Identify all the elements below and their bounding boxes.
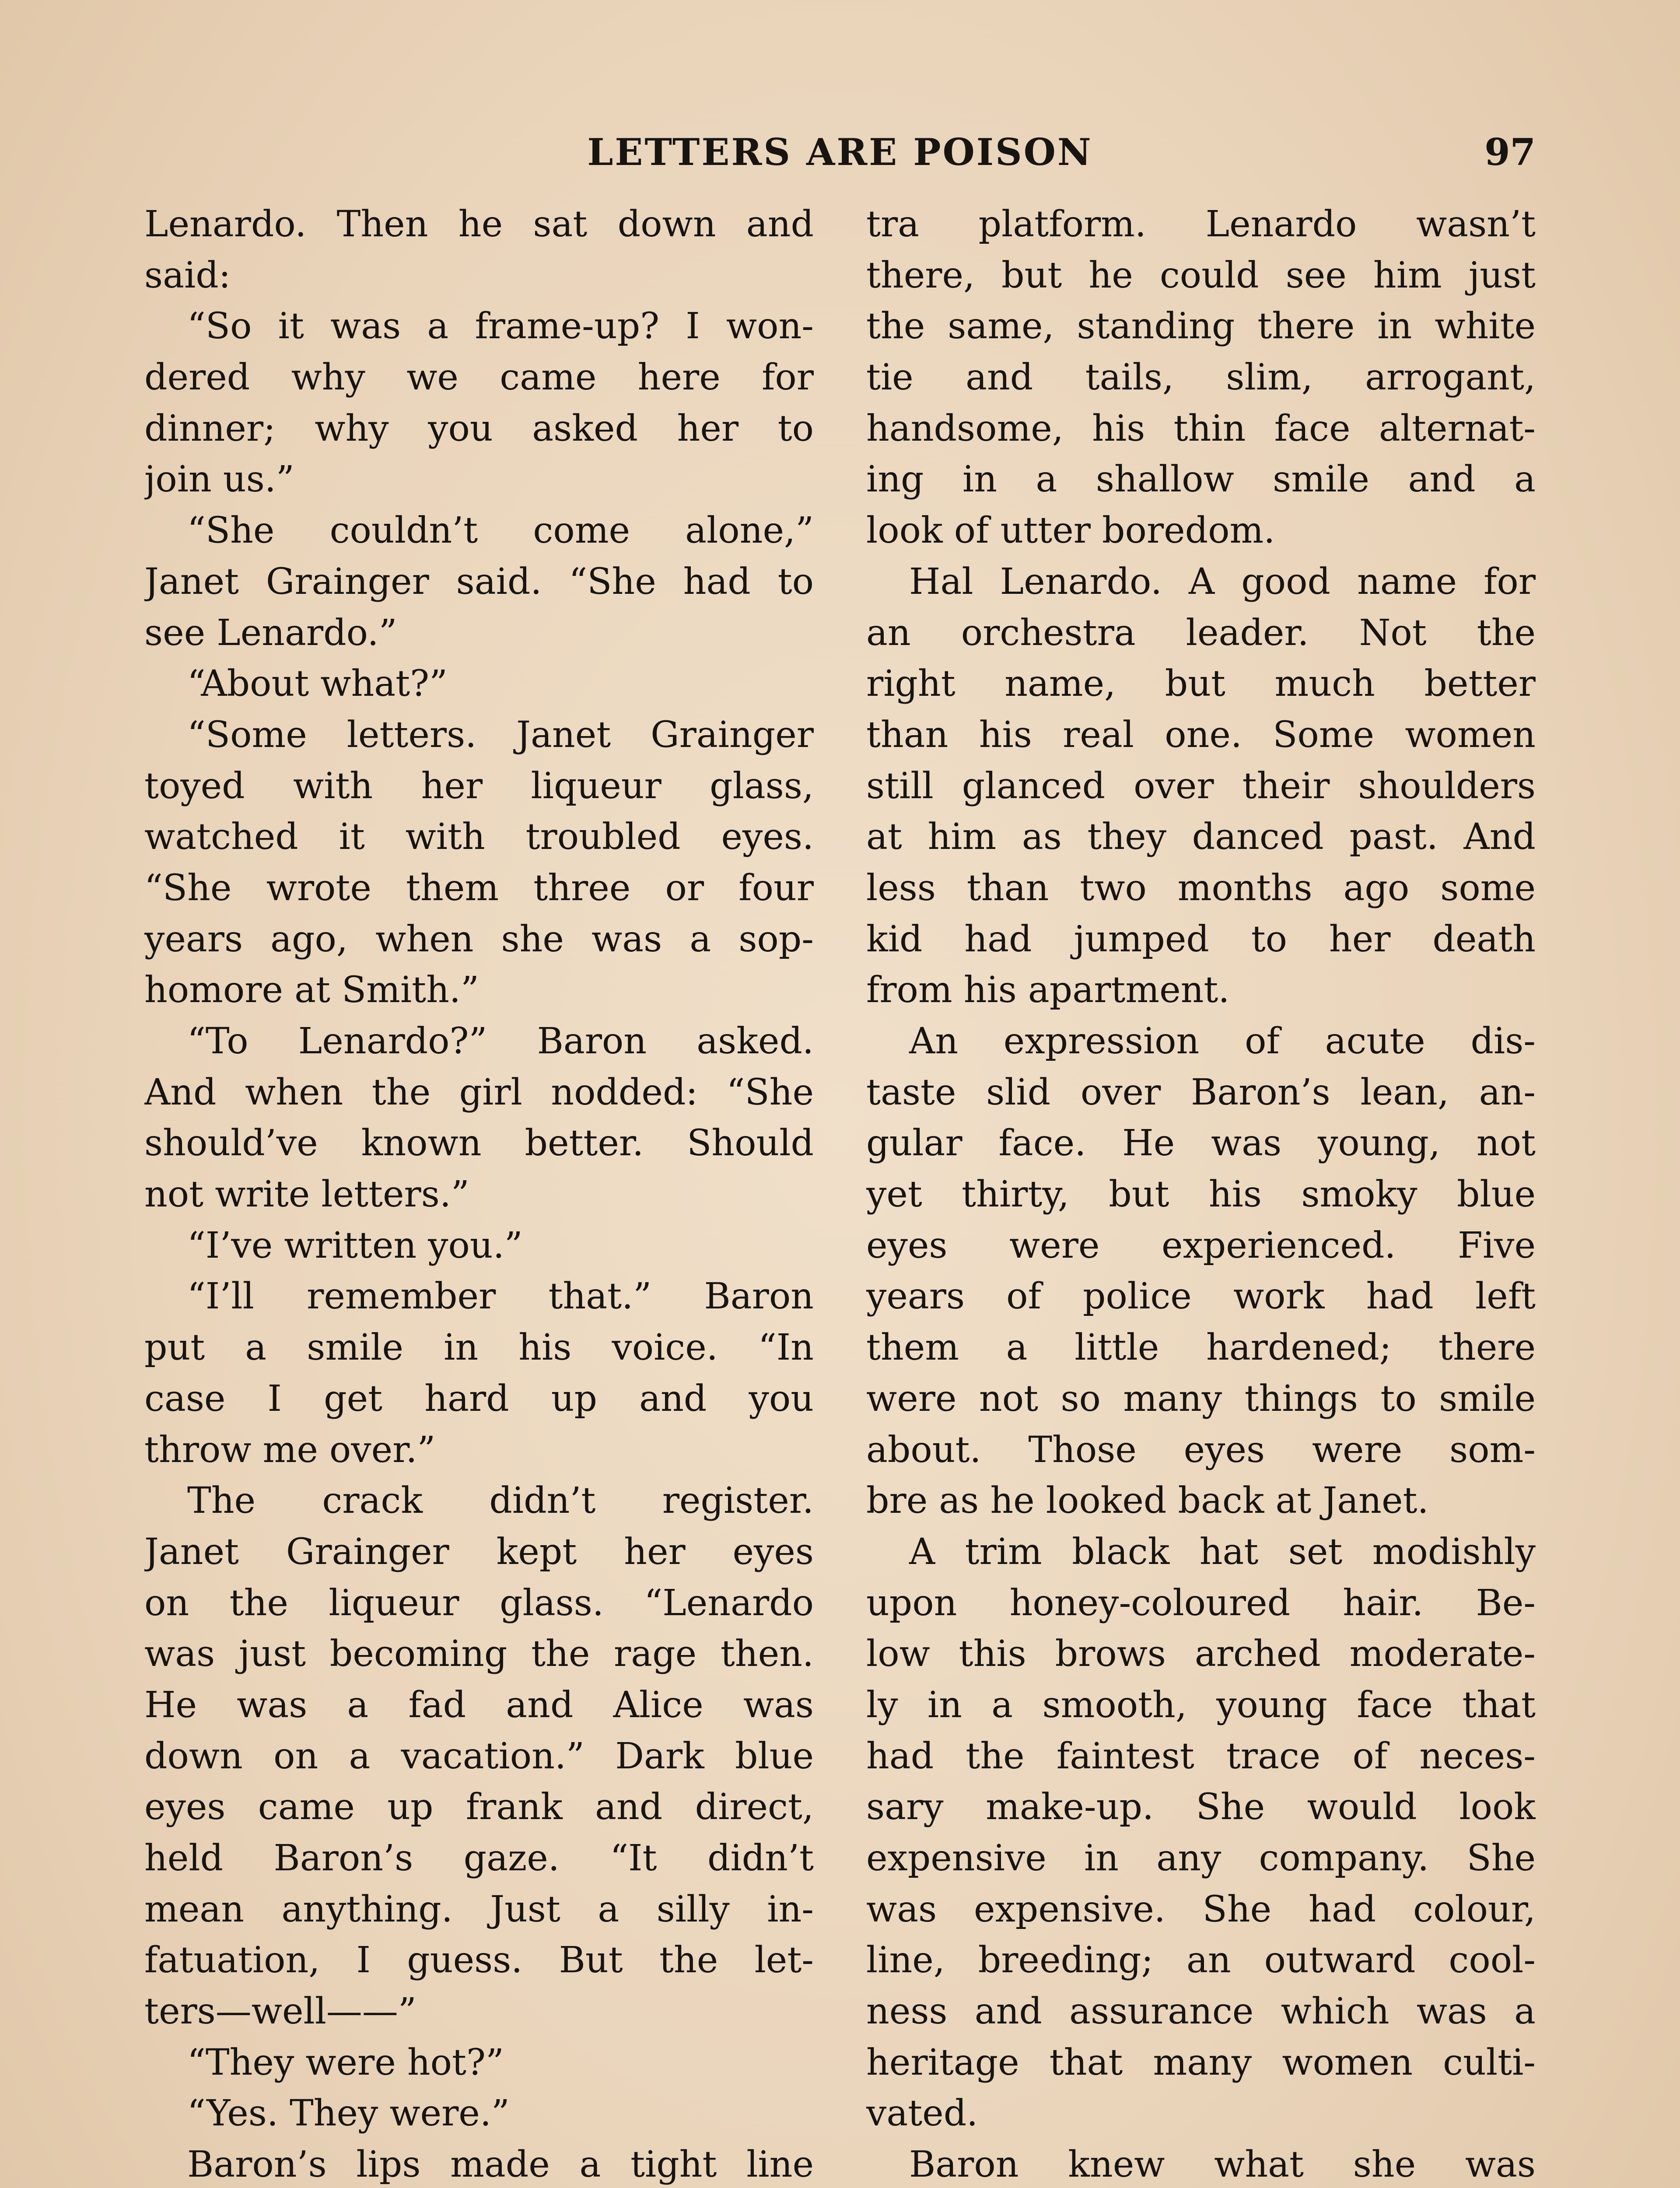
text-line: from his apartment.: [866, 969, 1230, 1011]
text-line: tra platform. Lenardo wasn’t: [866, 203, 1536, 245]
page-header: [144, 118, 1536, 184]
text-line: on the liqueur glass. “Lenardo: [144, 1582, 814, 1624]
text-line: join us.”: [144, 459, 294, 501]
text-line: there, but he could see him just: [866, 254, 1536, 296]
text-line: expensive in any company. She: [866, 1837, 1536, 1879]
text-line: He was a fad and Alice was: [144, 1684, 814, 1726]
text-line: should’ve known better. Should: [144, 1122, 814, 1164]
page-number: 97: [1484, 130, 1536, 174]
text-line: low this brows arched moderate-: [866, 1633, 1536, 1675]
text-line: gular face. He was young, not: [866, 1122, 1536, 1164]
text-line: throw me over.”: [144, 1429, 436, 1471]
text-line: dered why we came here for: [144, 357, 814, 399]
left-text-column: [144, 199, 814, 2188]
text-line: tie and tails, slim, arrogant,: [866, 357, 1536, 399]
text-line: “Yes. They were.”: [187, 2093, 510, 2135]
text-line: heritage that many women culti-: [866, 2041, 1536, 2083]
text-line: Janet Grainger said. “She had to: [144, 561, 814, 603]
text-line: ness and assurance which was a: [866, 1991, 1536, 2033]
text-line: Baron’s lips made a tight line: [187, 2144, 814, 2186]
text-line: had the faintest trace of neces-: [866, 1735, 1536, 1777]
text-line: homore at Smith.”: [144, 969, 479, 1011]
text-line: them a little hardened; there: [866, 1327, 1536, 1369]
text-line: taste slid over Baron’s lean, an-: [866, 1071, 1536, 1113]
text-line: right name, but much better: [866, 663, 1536, 705]
text-line: “I’ve written you.”: [187, 1224, 523, 1266]
text-line: line, breeding; an outward cool-: [866, 1939, 1536, 1981]
text-line: “They were hot?”: [187, 2041, 504, 2083]
text-line: than his real one. Some women: [866, 714, 1536, 756]
text-line: were not so many things to smile: [866, 1378, 1536, 1420]
text-line: eyes came up frank and direct,: [144, 1786, 814, 1828]
text-line: “To Lenardo?” Baron asked.: [187, 1020, 814, 1062]
text-line: years of police work had left: [866, 1276, 1536, 1318]
text-line: case I get hard up and you: [144, 1378, 814, 1420]
text-line: an orchestra leader. Not the: [866, 612, 1536, 654]
text-line: dinner; why you asked her to: [144, 407, 814, 449]
text-line: Hal Lenardo. A good name for: [909, 561, 1536, 603]
text-line: said:: [144, 254, 231, 296]
text-line: upon honey-coloured hair. Be-: [866, 1582, 1536, 1624]
text-line: ing in a shallow smile and a: [866, 459, 1536, 501]
text-line: “She wrote them three or four: [144, 867, 814, 909]
text-line: was expensive. She had colour,: [866, 1888, 1536, 1930]
text-line: “About what?”: [187, 663, 448, 705]
text-line: mean anything. Just a silly in-: [144, 1888, 814, 1930]
text-line: A trim black hat set modishly: [909, 1531, 1536, 1573]
text-line: at him as they danced past. And: [866, 816, 1536, 858]
text-line: years ago, when she was a sop-: [144, 918, 814, 960]
text-line: “So it was a frame-up? I won-: [187, 305, 814, 347]
text-line: less than two months ago some: [866, 867, 1536, 909]
text-line: vated.: [866, 2093, 978, 2135]
text-line: eyes were experienced. Five: [866, 1224, 1536, 1266]
text-line: look of utter boredom.: [866, 510, 1275, 552]
text-line: And when the girl nodded: “She: [144, 1071, 814, 1113]
text-line: handsome, his thin face alternat-: [866, 407, 1536, 449]
text-line: still glanced over their shoulders: [866, 765, 1536, 807]
text-line: bre as he looked back at Janet.: [866, 1480, 1429, 1522]
text-line: see Lenardo.”: [144, 612, 397, 654]
text-line: “She couldn’t come alone,”: [187, 510, 814, 552]
text-line: “I’ll remember that.” Baron: [187, 1276, 814, 1318]
text-line: toyed with her liqueur glass,: [144, 765, 814, 807]
text-line: Baron knew what she was: [909, 2144, 1536, 2186]
text-line: down on a vacation.” Dark blue: [144, 1735, 814, 1777]
text-line: “Some letters. Janet Grainger: [187, 714, 814, 756]
running-title: LETTERS ARE POISON: [587, 130, 1093, 174]
text-line: not write letters.”: [144, 1174, 469, 1216]
text-line: sary make-up. She would look: [866, 1786, 1536, 1828]
text-line: yet thirty, but his smoky blue: [866, 1174, 1536, 1216]
right-text-column: [866, 199, 1536, 2188]
text-line: ly in a smooth, young face that: [866, 1684, 1536, 1726]
text-line: was just becoming the rage then.: [144, 1633, 814, 1675]
text-line: about. Those eyes were som-: [866, 1429, 1536, 1471]
text-line: Janet Grainger kept her eyes: [144, 1531, 814, 1573]
text-line: watched it with troubled eyes.: [144, 816, 814, 858]
text-line: the same, standing there in white: [866, 305, 1536, 347]
text-line: An expression of acute dis-: [909, 1020, 1536, 1062]
text-line: kid had jumped to her death: [866, 918, 1536, 960]
text-line: ters—well——”: [144, 1991, 416, 2033]
text-line: held Baron’s gaze. “It didn’t: [144, 1837, 814, 1879]
text-line: Lenardo. Then he sat down and: [144, 203, 814, 245]
text-line: put a smile in his voice. “In: [144, 1327, 814, 1369]
text-line: The crack didn’t register.: [187, 1480, 814, 1522]
text-line: fatuation, I guess. But the let-: [144, 1939, 814, 1981]
